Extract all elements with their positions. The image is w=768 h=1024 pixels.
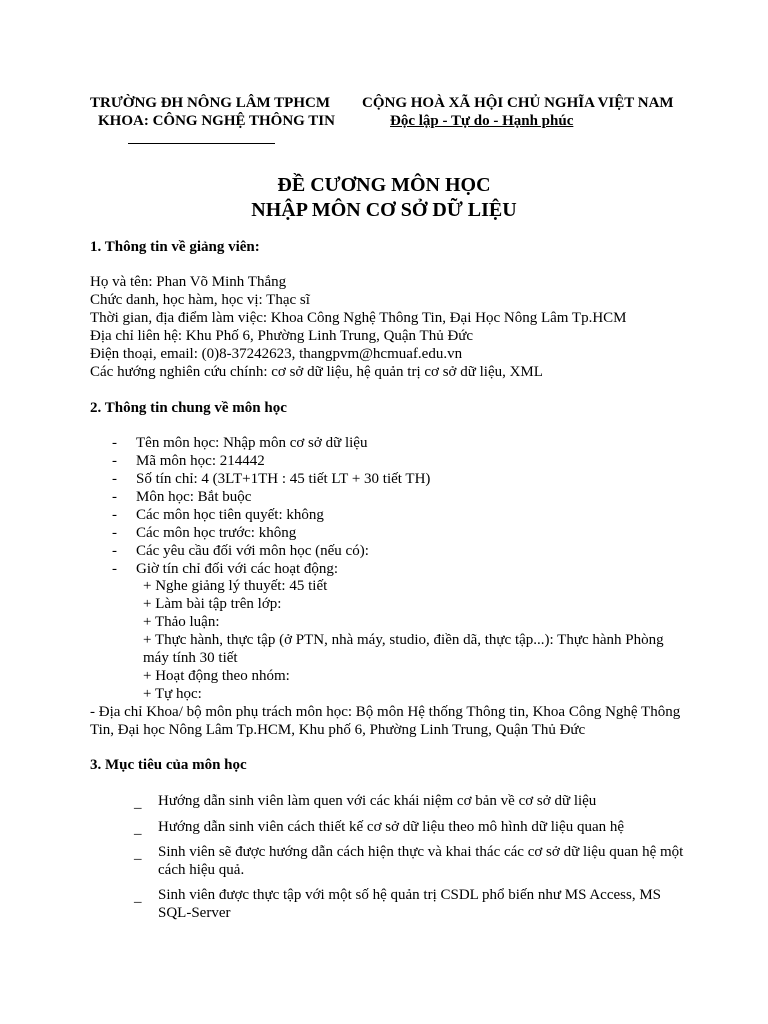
course-requirements: Các yêu cầu đối với môn học (nếu có): — [136, 543, 369, 559]
lecturer-workplace: Thời gian, địa điểm làm việc: Khoa Công Nghệ Thông Tin, Đại Học Nông Lâm Tp.HCM — [90, 310, 627, 326]
list-dash: - — [112, 525, 117, 541]
course-credits: Số tín chỉ: 4 (3LT+1TH : 45 tiết LT + 30 tiết TH) — [136, 471, 431, 487]
list-dash: - — [112, 543, 117, 559]
header-divider — [128, 143, 275, 144]
list-dash: - — [112, 471, 117, 487]
course-code: Mã môn học: 214442 — [136, 453, 265, 469]
section3-heading: 3. Mục tiêu của môn học — [90, 757, 247, 773]
course-type: Môn học: Bắt buộc — [136, 489, 252, 505]
lecturer-address: Địa chỉ liên hệ: Khu Phố 6, Phường Linh Trung, Quận Thủ Đức — [90, 328, 474, 344]
credit-hours: Giờ tín chỉ đối với các hoạt động: — [136, 561, 339, 577]
activity-practice: + Thực hành, thực tập (ở PTN, nhà máy, studio, điền dã, thực tập...): Thực hành Phòng máy tính 30 tiết — [143, 632, 664, 666]
course-previous: Các môn học trước: không — [136, 525, 297, 541]
objective-item: Hướng dẫn sinh viên cách thiết kế cơ sở dữ liệu theo mô hình dữ liệu quan hệ — [158, 819, 625, 835]
course-prerequisites: Các môn học tiên quyết: không — [136, 507, 324, 523]
course-title: NHẬP MÔN CƠ SỞ DỮ LIỆU — [251, 199, 517, 221]
activity-selfstudy: + Tự học: — [143, 686, 202, 702]
list-dash: - — [112, 435, 117, 451]
objective-bullet: _ — [134, 795, 142, 811]
lecturer-title: Chức danh, học hàm, học vị: Thạc sĩ — [90, 292, 310, 308]
course-name: Tên môn học: Nhập môn cơ sở dữ liệu — [136, 435, 368, 451]
list-dash: - — [112, 489, 117, 505]
list-dash: - — [112, 561, 117, 577]
activity-exercise: + Làm bài tập trên lớp: — [143, 596, 282, 612]
country-name: CỘNG HOÀ XÃ HỘI CHỦ NGHĨA VIỆT NAM — [362, 95, 674, 111]
lecturer-research: Các hướng nghiên cứu chính: cơ sở dữ liệu, hệ quản trị cơ sở dữ liệu, XML — [90, 364, 543, 380]
objective-bullet: _ — [134, 846, 142, 862]
school-name: TRƯỜNG ĐH NÔNG LÂM TPHCM — [90, 95, 330, 111]
lecturer-contact: Điện thoại, email: (0)8-37242623, thangpvm@hcmuaf.edu.vn — [90, 346, 463, 362]
list-dash: - — [112, 453, 117, 469]
department-info: - Địa chỉ Khoa/ bộ môn phụ trách môn học: Bộ môn Hệ thống Thông tin, Khoa Công Nghệ Thông Tin, Đại học Nông Lâm Tp.HCM, Khu phố 6, Phường Linh Trung, Quận Thủ Đức — [90, 704, 681, 738]
lecturer-name: Họ và tên: Phan Võ Minh Thắng — [90, 274, 287, 290]
national-motto: Độc lập - Tự do - Hạnh phúc — [390, 113, 574, 129]
faculty-name: KHOA: CÔNG NGHỆ THÔNG TIN — [98, 113, 335, 129]
objective-item: Sinh viên được thực tập với một số hệ quản trị CSDL phổ biến như MS Access, MS SQL-Server — [158, 887, 662, 921]
section1-heading: 1. Thông tin về giảng viên: — [90, 239, 260, 255]
activity-discussion: + Thảo luận: — [143, 614, 220, 630]
activity-group: + Hoạt động theo nhóm: — [143, 668, 290, 684]
activity-lecture: + Nghe giảng lý thuyết: 45 tiết — [143, 578, 328, 594]
objective-item: Sinh viên sẽ được hướng dẫn cách hiện thực và khai thác các cơ sở dữ liệu quan hệ một cách hiệu quả. — [158, 844, 684, 878]
objective-item: Hướng dẫn sinh viên làm quen với các khái niệm cơ bản về cơ sở dữ liệu — [158, 793, 597, 809]
objective-bullet: _ — [134, 889, 142, 905]
section2-heading: 2. Thông tin chung về môn học — [90, 400, 287, 416]
objective-bullet: _ — [134, 821, 142, 837]
document-title: ĐỀ CƯƠNG MÔN HỌC — [277, 174, 491, 196]
list-dash: - — [112, 507, 117, 523]
